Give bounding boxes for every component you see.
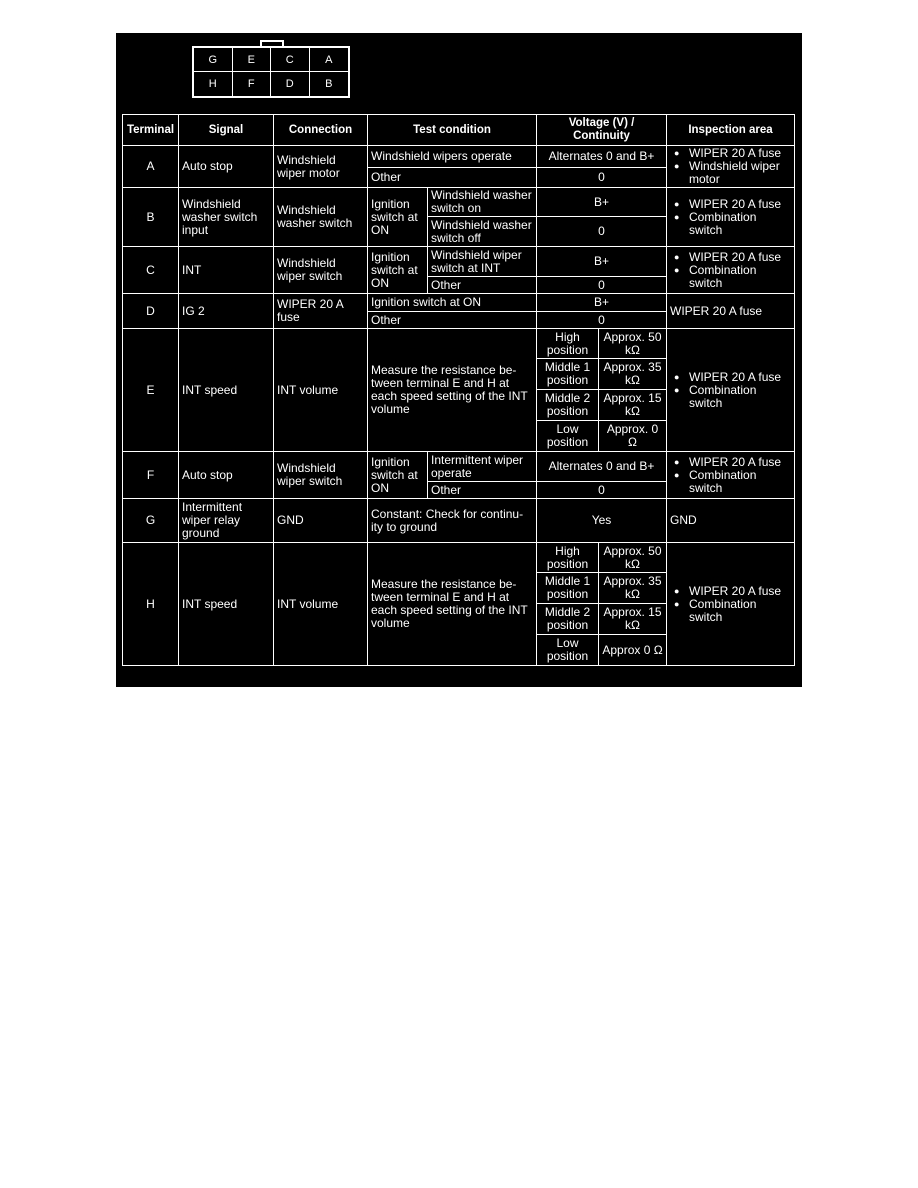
inspection-cell: WIPER 20 A fuse: [667, 294, 795, 329]
connector-pin: F: [233, 72, 272, 96]
condition-cell: Windshield wiper switch at INT: [428, 247, 537, 277]
header-terminal: Terminal: [123, 115, 179, 146]
table-row: [123, 247, 795, 277]
signal-cell: INT speed: [179, 543, 274, 666]
header-test-condition: Test condition: [368, 115, 537, 146]
inspection-item: ● Combination switch: [674, 264, 791, 290]
condition-cell: Measure the resistance be-tween terminal E and H at each speed setting of the INT volume: [368, 329, 537, 452]
value-cell: Alternates 0 and B+: [537, 452, 667, 482]
table-row: [123, 452, 795, 482]
inspection-item: ● WIPER 20 A fuse: [674, 198, 791, 211]
value-cell: 0: [537, 217, 667, 247]
signal-cell: Auto stop: [179, 452, 274, 499]
inspection-item: ● WIPER 20 A fuse: [674, 371, 791, 384]
table-row: [123, 543, 795, 573]
connector-pin: C: [271, 48, 310, 72]
connector-pin: E: [233, 48, 272, 72]
terminal-cell: H: [123, 543, 179, 666]
connector-pin: D: [271, 72, 310, 96]
condition-cell: Constant: Check for continu-ity to ground: [368, 499, 537, 543]
connection-cell: GND: [274, 499, 368, 543]
connection-cell: Windshield wiper motor: [274, 146, 368, 188]
position-cell: High position: [537, 329, 599, 359]
connector-body: [192, 46, 350, 98]
signal-cell: IG 2: [179, 294, 274, 329]
resistance-cell: Approx. 15 kΩ: [599, 390, 667, 421]
terminal-cell: A: [123, 146, 179, 188]
table-row: [123, 499, 795, 543]
resistance-cell: Approx. 35 kΩ: [599, 573, 667, 604]
inspection-item: ● WIPER 20 A fuse: [674, 147, 791, 160]
terminal-cell: C: [123, 247, 179, 294]
position-cell: Middle 1 position: [537, 573, 599, 604]
condition-cell: Other: [368, 167, 537, 188]
connector-pin: G: [194, 48, 233, 72]
signal-cell: INT: [179, 247, 274, 294]
value-cell: 0: [537, 482, 667, 499]
inspection-cell: [667, 146, 795, 188]
signal-cell: Intermittent wiper relay ground: [179, 499, 274, 543]
position-cell: Middle 1 position: [537, 359, 599, 390]
connector-pin: B: [325, 78, 333, 90]
terminal-cell: E: [123, 329, 179, 452]
condition-cell: Windshield washer switch off: [428, 217, 537, 247]
connection-cell: WIPER 20 A fuse: [274, 294, 368, 329]
condition-cell: Other: [368, 312, 537, 329]
inspection-item: ● Combination switch: [674, 384, 791, 410]
inspection-item: ● Combination switch: [674, 469, 791, 495]
value-cell: Alternates 0 and B+: [537, 146, 667, 168]
terminal-cell: B: [123, 188, 179, 247]
connector-diagram: [192, 40, 350, 96]
inspection-item: ● Combination switch: [674, 211, 791, 237]
condition-main-cell: Ignition switch at ON: [368, 188, 428, 247]
table-header-row: [123, 115, 795, 146]
condition-cell: Other: [428, 482, 537, 499]
connection-cell: INT volume: [274, 543, 368, 666]
value-cell: 0: [537, 277, 667, 294]
diagram-panel: [116, 33, 802, 687]
condition-cell: Intermittent wiper operate: [428, 452, 537, 482]
header-voltage: Voltage (V) / Continuity: [537, 115, 667, 146]
condition-main-cell: Ignition switch at ON: [368, 452, 428, 499]
connector-pin: A: [310, 48, 349, 72]
header-inspection: Inspection area: [667, 115, 795, 146]
table-row: [123, 146, 795, 168]
inspection-cell: [667, 452, 795, 499]
terminal-spec-table: [122, 114, 795, 666]
inspection-item: ● WIPER 20 A fuse: [674, 251, 791, 264]
terminal-cell: F: [123, 452, 179, 499]
position-cell: Low position: [537, 635, 599, 666]
connection-cell: Windshield wiper switch: [274, 452, 368, 499]
value-cell: 0: [537, 167, 667, 188]
resistance-cell: Approx 0 Ω: [599, 635, 667, 666]
terminal-cell: G: [123, 499, 179, 543]
inspection-cell: GND: [667, 499, 795, 543]
signal-cell: INT speed: [179, 329, 274, 452]
position-cell: High position: [537, 543, 599, 573]
condition-cell: Ignition switch at ON: [368, 294, 537, 312]
inspection-item: ● Combination switch: [674, 598, 791, 624]
inspection-item: ● WIPER 20 A fuse: [674, 456, 791, 469]
signal-cell: Windshield washer switch input: [179, 188, 274, 247]
table-row: [123, 329, 795, 359]
position-cell: Low position: [537, 421, 599, 452]
condition-cell: Other: [428, 277, 537, 294]
terminal-cell: D: [123, 294, 179, 329]
inspection-cell: [667, 543, 795, 666]
header-connection: Connection: [274, 115, 368, 146]
position-cell: Middle 2 position: [537, 390, 599, 421]
condition-cell: Measure the resistance be-tween terminal E and H at each speed setting of the INT volume: [368, 543, 537, 666]
inspection-cell: [667, 188, 795, 247]
inspection-cell: [667, 247, 795, 294]
header-signal: Signal: [179, 115, 274, 146]
value-cell: B+: [537, 247, 667, 277]
connection-cell: Windshield wiper switch: [274, 247, 368, 294]
condition-main-cell: Ignition switch at ON: [368, 247, 428, 294]
value-cell: B+: [537, 188, 667, 217]
table-row: [123, 188, 795, 217]
resistance-cell: Approx. 0 Ω: [599, 421, 667, 452]
value-cell: B+: [537, 294, 667, 312]
resistance-cell: Approx. 35 kΩ: [599, 359, 667, 390]
value-cell: 0: [537, 312, 667, 329]
resistance-cell: Approx. 50 kΩ: [599, 329, 667, 359]
connection-cell: Windshield washer switch: [274, 188, 368, 247]
inspection-cell: [667, 329, 795, 452]
position-cell: Middle 2 position: [537, 604, 599, 635]
resistance-cell: Approx. 50 kΩ: [599, 543, 667, 573]
inspection-item: ● Windshield wiper motor: [674, 160, 791, 186]
condition-cell: Windshield wipers operate: [368, 146, 537, 168]
inspection-item: ● WIPER 20 A fuse: [674, 585, 791, 598]
value-cell: Yes: [537, 499, 667, 543]
connection-cell: INT volume: [274, 329, 368, 452]
resistance-cell: Approx. 15 kΩ: [599, 604, 667, 635]
condition-cell: Windshield washer switch on: [428, 188, 537, 217]
signal-cell: Auto stop: [179, 146, 274, 188]
connector-pin: H: [194, 72, 233, 96]
table-row: [123, 294, 795, 312]
